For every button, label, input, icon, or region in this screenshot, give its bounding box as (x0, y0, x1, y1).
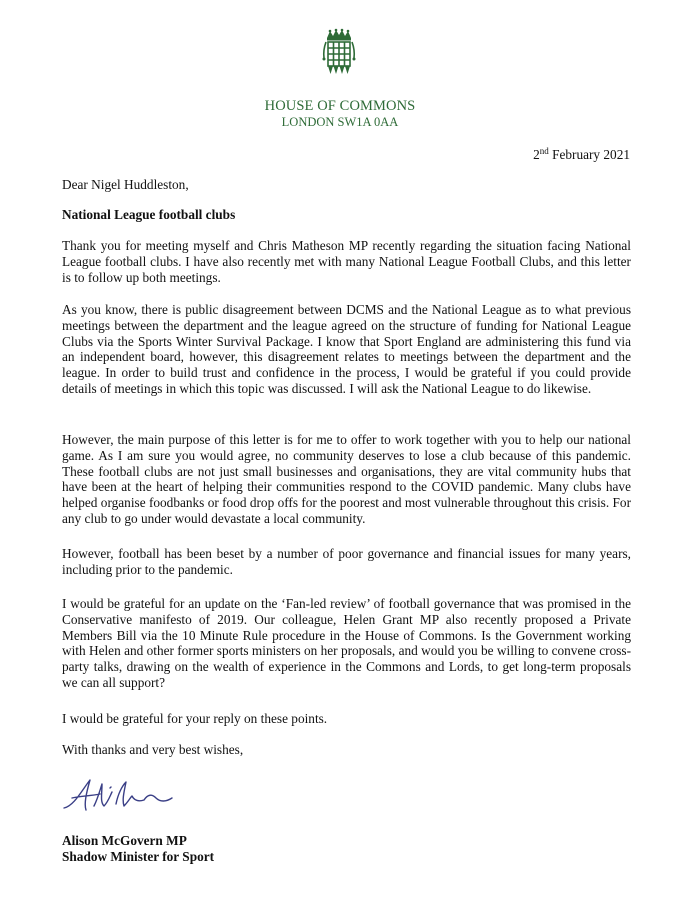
signoff-name: Alison McGovern MP (62, 833, 187, 848)
letterhead-address: LONDON SW1A 0AA (281, 115, 399, 129)
paragraph-2: As you know, there is public disagreement between DCMS and the National League as to what previous meetings between the department and the league agreed on the structure of funding for National League Clubs via the Sports Winter Survival Package. I know that Sport England are administering this fund via an independent board, however, this disagreement relates to meetings between the department and the league. In order to build trust and confidence in the process, I would be grateful if you could provide details of meetings in which this topic was discussed. I will ask the National League to do likewise. (62, 302, 631, 396)
closing-line: With thanks and very best wishes, (62, 742, 244, 757)
handwritten-signature (60, 776, 180, 816)
date-rest: February 2021 (548, 147, 630, 162)
salutation: Dear Nigel Huddleston, (62, 177, 189, 192)
letterhead (0, 98, 680, 130)
letterhead-title: HOUSE OF COMMONS (264, 98, 416, 114)
letter-date (533, 147, 630, 163)
date-suffix: nd (539, 146, 549, 156)
date-day: 2 (533, 147, 540, 162)
signoff-title: Shadow Minister for Sport (62, 849, 215, 864)
paragraph-5: I would be grateful for an update on the ‘Fan-led review’ of football governance that was promised in the Conservative manifesto of 2019. Our colleague, Helen Grant MP also recently proposed a Private Members Bill via the 10 Minute Rule procedure in the House of Commons. Is the Government working with Helen and other former sports ministers on her proposals, and would you be willing to convene cross-party talks, drawing on the wealth of experience in the Commons and Lords, to get long-term proposals we can all support? (62, 596, 631, 690)
subject-line: National League football clubs (62, 207, 236, 222)
portcullis-crest-icon (321, 28, 357, 80)
paragraph-1: Thank you for meeting myself and Chris Matheson MP recently regarding the situation facing National League football clubs. I have also recently met with many National League Football Clubs, and this letter is to follow up both meetings. (62, 238, 631, 285)
paragraph-4: However, football has been beset by a number of poor governance and financial issues for many years, including prior to the pandemic. (62, 546, 631, 577)
paragraph-3: However, the main purpose of this letter is for me to offer to work together with you to help our national game. As I am sure you would agree, no community deserves to lose a club because of this pandemic. These football clubs are not just small businesses and organisations, they are vital community hubs that have been at the heart of helping their communities respond to the COVID pandemic. Many clubs have helped organise foodbanks or food drop offs for the poorest and most vulnerable throughout this crisis. For any club to go under would devastate a local community. (62, 432, 631, 526)
paragraph-6: I would be grateful for your reply on these points. (62, 711, 328, 726)
